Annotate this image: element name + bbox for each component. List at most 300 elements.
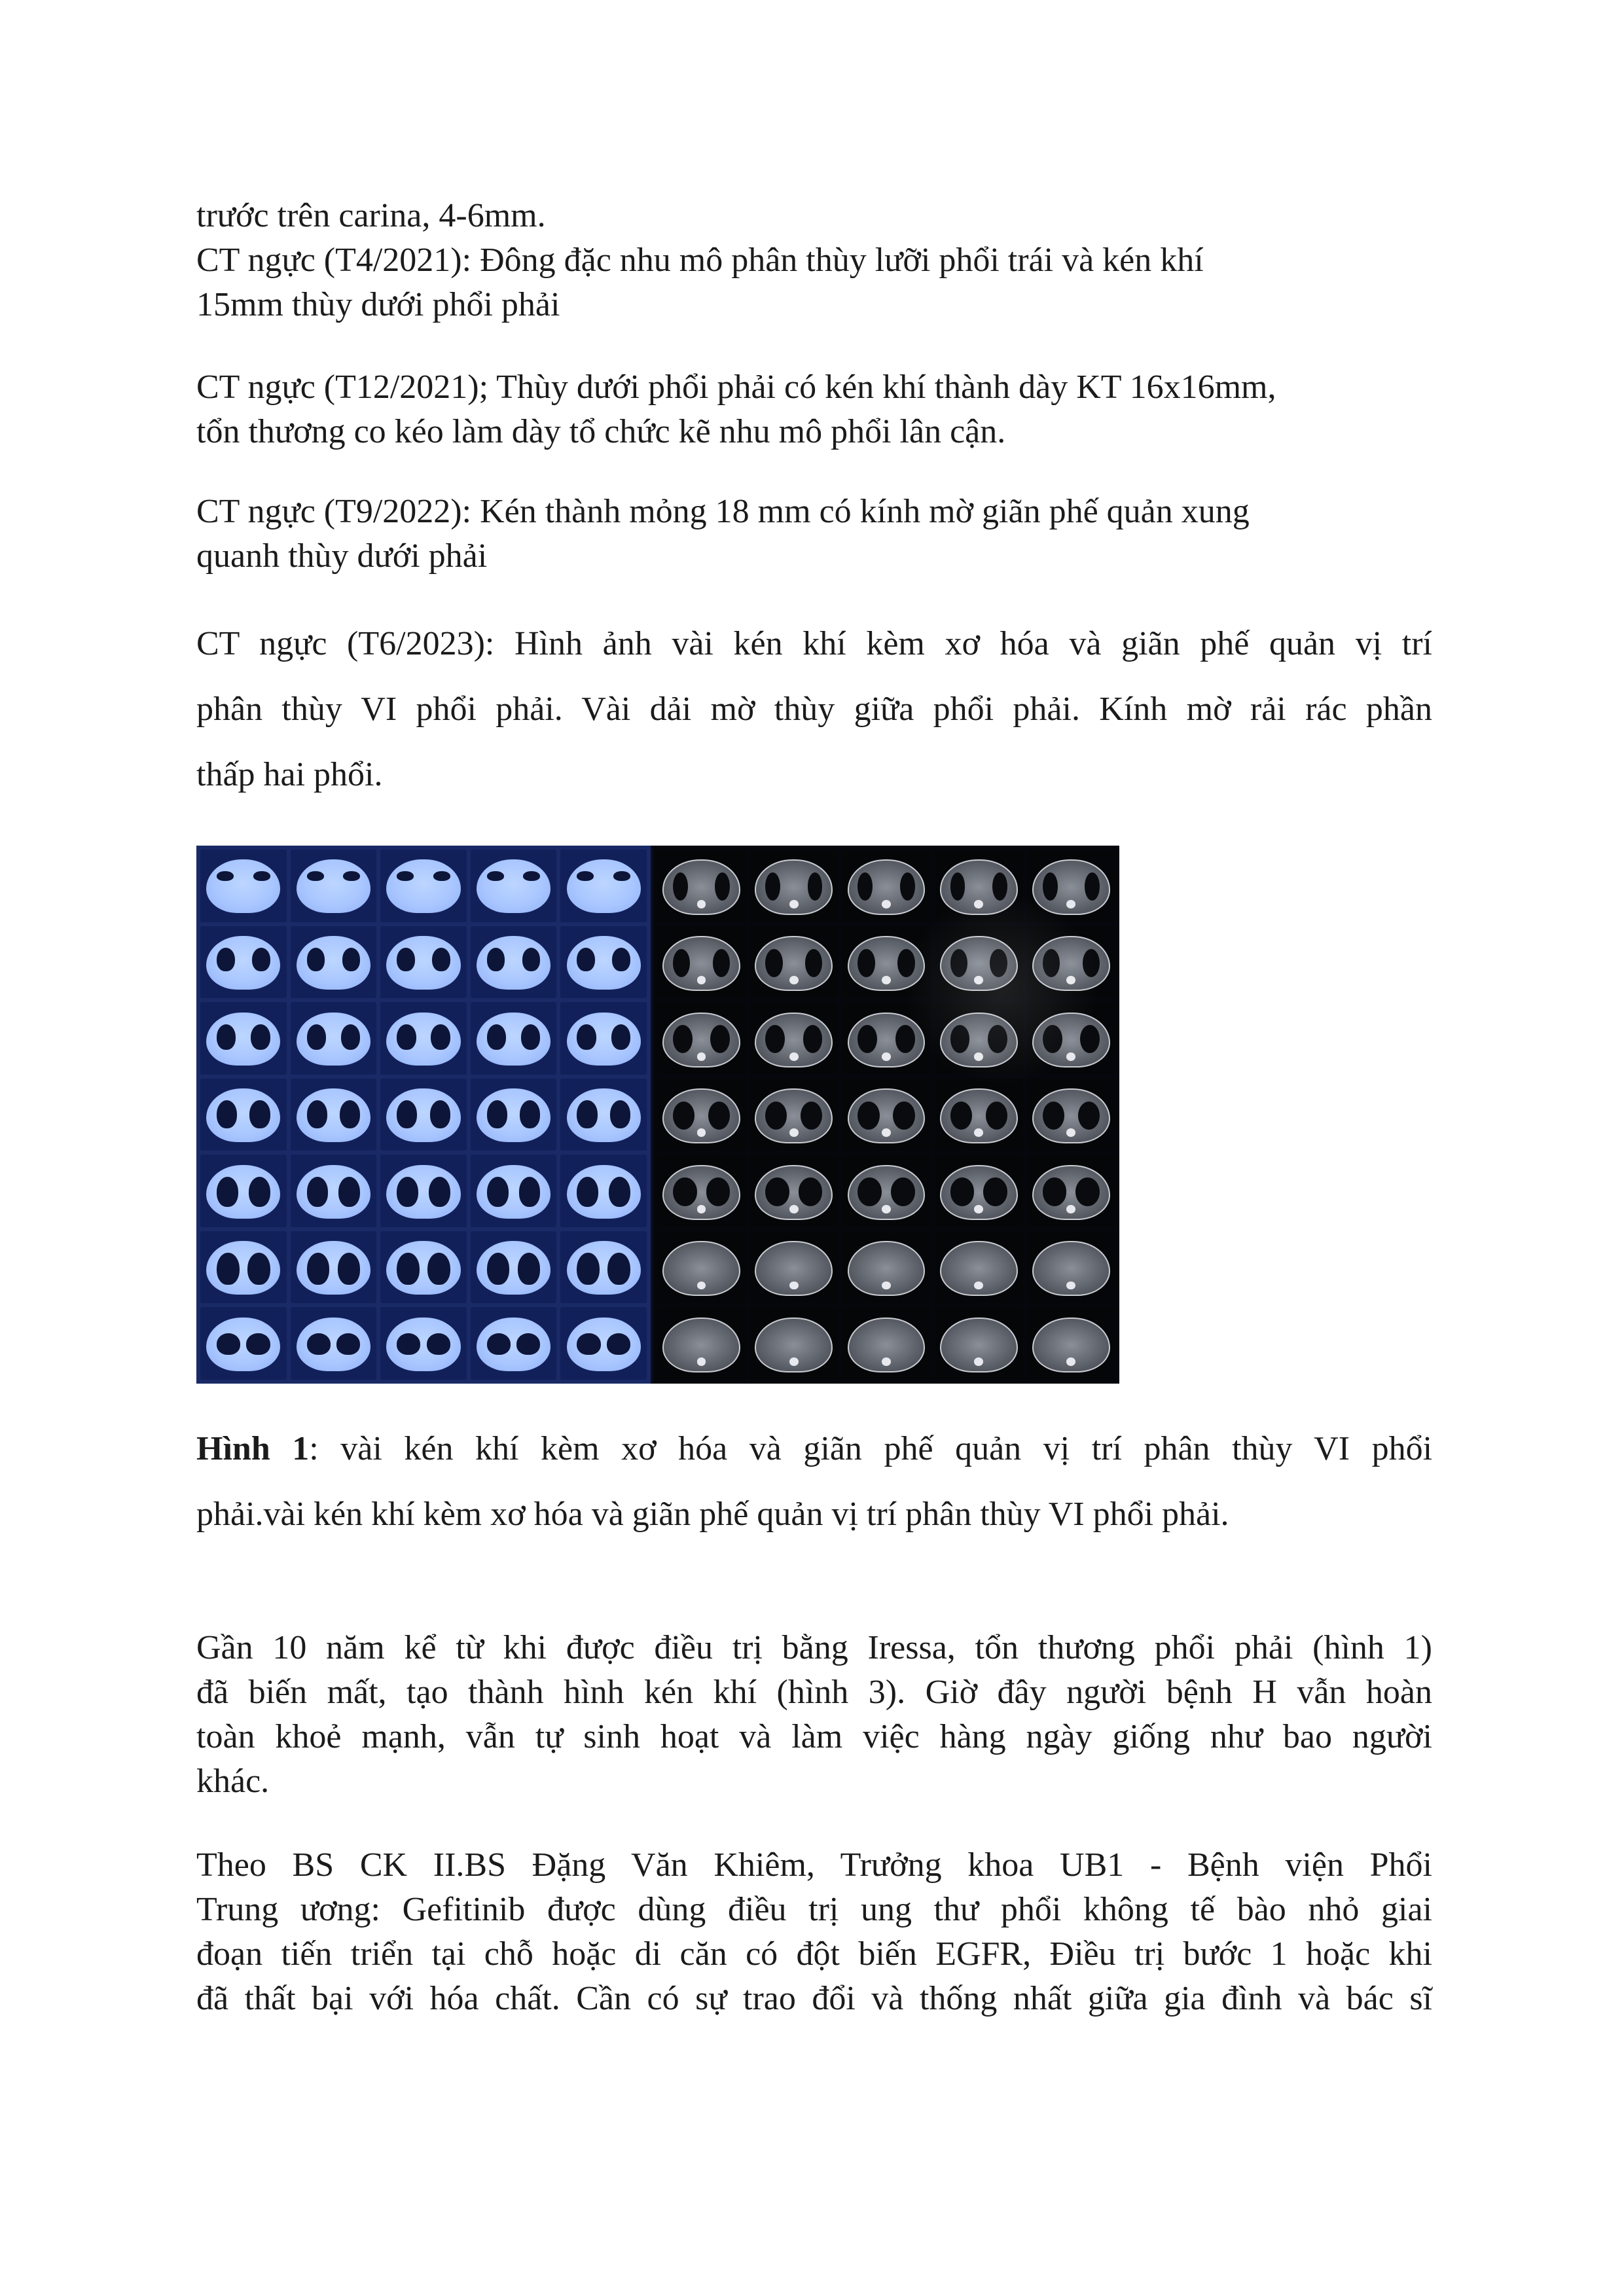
ct-lung-field — [307, 1177, 329, 1207]
ct-slice-mediastinum — [935, 1079, 1023, 1151]
ct-slice-mediastinum — [842, 1079, 930, 1151]
ct-body-outline — [940, 859, 1018, 914]
ct-lung-field — [397, 1253, 420, 1285]
ct-film-mediastinal-window — [653, 846, 1119, 1384]
ct-body-outline — [206, 859, 280, 913]
paragraph-line: CT ngực (T4/2021): Đông đặc nhu mô phân thùy lưỡi phổi trái và kén khí — [196, 242, 1204, 279]
ct-slice-lung — [380, 1155, 467, 1227]
ct-slice-lung — [471, 850, 557, 922]
ct-lung-field — [673, 1025, 693, 1053]
ct-slice-mediastinum — [657, 850, 746, 922]
ct-body-outline — [1032, 859, 1110, 914]
ct-scan-figure — [196, 846, 1119, 1384]
ct-lung-field — [397, 1333, 420, 1355]
ct-lung-field — [673, 1177, 697, 1206]
ct-lung-field — [247, 1253, 270, 1285]
ct-slice-lung — [560, 1231, 647, 1304]
ct-vertebra — [974, 1128, 983, 1137]
ct-body-outline — [477, 1013, 550, 1066]
ct-vertebra — [1066, 1205, 1075, 1213]
ct-vertebra — [697, 976, 706, 984]
ct-lung-field — [673, 1102, 695, 1130]
ct-lung-field — [1043, 1025, 1062, 1053]
paragraph-line: thấp hai phổi. — [196, 756, 383, 793]
ct-lung-field — [338, 1177, 360, 1207]
ct-slice-mediastinum — [842, 850, 930, 922]
ct-lung-field — [986, 1102, 1007, 1130]
ct-body-outline — [662, 1013, 740, 1067]
ct-lung-field — [341, 1024, 360, 1050]
ct-body-outline — [206, 1013, 280, 1066]
ct-lung-field — [217, 871, 234, 881]
ct-slice-lung — [471, 1231, 557, 1304]
ct-lung-field — [249, 1100, 270, 1128]
ct-lung-field — [1043, 949, 1060, 977]
ct-body-outline — [848, 1241, 926, 1296]
ct-body-outline — [940, 1088, 1018, 1143]
ct-body-outline — [477, 1088, 550, 1142]
ct-body-outline — [297, 1013, 370, 1066]
ct-slice-lung — [380, 1002, 467, 1075]
ct-body-outline — [848, 859, 926, 914]
ct-vertebra — [1066, 976, 1075, 984]
ct-vertebra — [974, 1052, 983, 1061]
ct-lung-field — [397, 1100, 417, 1128]
ct-vertebra — [974, 900, 983, 908]
ct-lung-field — [487, 1333, 511, 1355]
ct-lung-field — [577, 1333, 600, 1355]
ct-body-outline — [755, 1088, 833, 1143]
ct-lung-field — [433, 871, 450, 881]
ct-vertebra — [789, 1357, 799, 1366]
ct-body-outline — [477, 1318, 550, 1371]
ct-body-outline — [755, 1241, 833, 1296]
ct-lung-field — [857, 1177, 882, 1206]
ct-body-outline — [1032, 1165, 1110, 1220]
ct-lung-field — [1075, 1177, 1100, 1206]
paragraph-line: đã biến mất, tạo thành hình kén khí (hình 3). Giờ đây người bệnh H vẫn hoàn — [196, 1674, 1432, 1711]
ct-body-outline — [755, 1318, 833, 1372]
ct-lung-field — [607, 1333, 630, 1355]
ct-vertebra — [1066, 1282, 1075, 1290]
ct-body-outline — [297, 936, 370, 990]
ct-slice-lung — [200, 1155, 287, 1227]
ct-lung-field — [217, 1253, 240, 1285]
ct-lung-field — [217, 1100, 237, 1128]
paragraph-line: CT ngực (T6/2023): Hình ảnh vài kén khí kèm xơ hóa và giãn phế quản vị trí — [196, 625, 1432, 662]
ct-body-outline — [297, 859, 370, 913]
ct-vertebra — [697, 1128, 706, 1137]
figure-caption-text: : vài kén khí kèm xơ hóa và giãn phế quản vị trí phân thùy VI phổi — [309, 1430, 1433, 1467]
ct-lung-field — [900, 872, 915, 901]
ct-lung-field — [487, 871, 504, 881]
ct-lung-field — [427, 1253, 450, 1285]
ct-lung-field — [487, 1253, 510, 1285]
ct-vertebra — [1066, 900, 1075, 908]
ct-body-outline — [662, 859, 740, 914]
ct-slice-lung — [200, 1079, 287, 1151]
ct-lung-field — [893, 1102, 914, 1130]
ct-lung-field — [857, 949, 875, 977]
ct-lung-field — [1085, 872, 1100, 901]
ct-lung-field — [342, 948, 361, 971]
ct-vertebra — [697, 1205, 706, 1213]
ct-lung-field — [801, 1102, 822, 1130]
ct-lung-field — [523, 871, 540, 881]
ct-lung-field — [1043, 1102, 1064, 1130]
ct-lung-field — [713, 949, 730, 977]
ct-slice-lung — [291, 1002, 377, 1075]
ct-lung-field — [487, 1177, 509, 1207]
ct-body-outline — [1032, 936, 1110, 991]
ct-body-outline — [477, 859, 550, 913]
paragraph-line: khác. — [196, 1763, 270, 1800]
ct-vertebra — [882, 1128, 891, 1137]
ct-body-outline — [567, 1241, 641, 1295]
ct-lung-field — [397, 1024, 416, 1050]
ct-lung-field — [577, 1177, 598, 1207]
ct-lung-field — [336, 1333, 360, 1355]
ct-slice-lung — [380, 850, 467, 922]
ct-slice-lung — [380, 926, 467, 999]
ct-slice-mediastinum — [749, 926, 838, 999]
ct-slice-mediastinum — [749, 1002, 838, 1075]
ct-lung-field — [577, 1024, 596, 1050]
ct-lung-field — [520, 1100, 540, 1128]
ct-lung-field — [521, 1024, 540, 1050]
ct-lung-field — [1083, 949, 1100, 977]
ct-body-outline — [567, 936, 641, 990]
ct-lung-field — [1043, 872, 1058, 901]
ct-slice-mediastinum — [842, 1002, 930, 1075]
ct-vertebra — [789, 1128, 799, 1137]
ct-lung-field — [307, 871, 324, 881]
ct-lung-field — [611, 1024, 630, 1050]
ct-slice-lung — [560, 1307, 647, 1380]
ct-slice-mediastinum — [749, 1307, 838, 1380]
ct-lung-field — [519, 1177, 541, 1207]
ct-slice-lung — [471, 926, 557, 999]
ct-slice-lung — [560, 1155, 647, 1227]
ct-vertebra — [974, 1205, 983, 1213]
ct-lung-field — [577, 1100, 597, 1128]
ct-slice-mediastinum — [1027, 1079, 1115, 1151]
ct-lung-field — [805, 949, 822, 977]
ct-lung-field — [765, 1025, 785, 1053]
ct-vertebra — [789, 1052, 799, 1061]
ct-lung-field — [338, 1253, 361, 1285]
ct-slice-mediastinum — [1027, 926, 1115, 999]
ct-body-outline — [848, 1165, 926, 1220]
ct-body-outline — [567, 1088, 641, 1142]
ct-body-outline — [386, 1241, 460, 1295]
ct-body-outline — [1032, 1318, 1110, 1372]
ct-vertebra — [1066, 1052, 1075, 1061]
ct-slice-lung — [200, 1231, 287, 1304]
ct-body-outline — [477, 1165, 550, 1219]
ct-lung-field — [217, 1024, 236, 1050]
paragraph-line: phân thùy VI phổi phải. Vài dải mờ thùy giữa phổi phải. Kính mờ rải rác phần — [196, 691, 1432, 728]
ct-vertebra — [974, 976, 983, 984]
paragraph-line: 15mm thùy dưới phổi phải — [196, 286, 560, 323]
ct-slice-mediastinum — [1027, 1155, 1115, 1227]
ct-slice-lung — [380, 1079, 467, 1151]
ct-slice-lung — [471, 1079, 557, 1151]
ct-slice-lung — [560, 926, 647, 999]
ct-vertebra — [697, 1052, 706, 1061]
ct-slice-mediastinum — [749, 1079, 838, 1151]
ct-body-outline — [848, 936, 926, 991]
ct-lung-field — [246, 1333, 270, 1355]
ct-slice-mediastinum — [935, 1002, 1023, 1075]
ct-lung-field — [487, 948, 505, 971]
paragraph-line: toàn khoẻ mạnh, vẫn tự sinh hoạt và làm việc hàng ngày giống như bao người — [196, 1718, 1432, 1755]
ct-lung-field — [577, 871, 594, 881]
ct-lung-field — [765, 872, 780, 901]
ct-lung-field — [577, 1253, 600, 1285]
ct-lung-field — [765, 1102, 787, 1130]
ct-lung-field — [397, 948, 415, 971]
ct-body-outline — [567, 1013, 641, 1066]
ct-body-outline — [1032, 1241, 1110, 1296]
ct-lung-field — [983, 1177, 1007, 1206]
ct-vertebra — [882, 1205, 891, 1213]
ct-lung-field — [429, 1177, 450, 1207]
ct-vertebra — [697, 1357, 706, 1366]
ct-body-outline — [297, 1165, 370, 1219]
ct-vertebra — [882, 976, 891, 984]
ct-lung-field — [430, 1100, 450, 1128]
ct-body-outline — [206, 936, 280, 990]
ct-lung-field — [251, 1024, 270, 1050]
paragraph-line: CT ngực (T12/2021); Thùy dưới phổi phải có kén khí thành dày KT 16x16mm, — [196, 368, 1276, 406]
ct-vertebra — [882, 1282, 891, 1290]
ct-lung-field — [950, 949, 967, 977]
ct-lung-field — [307, 1253, 330, 1285]
ct-lung-field — [217, 1177, 238, 1207]
ct-lung-field — [857, 1025, 877, 1053]
ct-body-outline — [662, 1165, 740, 1220]
ct-lung-field — [432, 948, 450, 971]
ct-lung-field — [307, 1333, 331, 1355]
ct-slice-mediastinum — [842, 926, 930, 999]
ct-body-outline — [848, 1088, 926, 1143]
ct-lung-field — [950, 1025, 970, 1053]
ct-lung-field — [522, 948, 541, 971]
ct-slice-mediastinum — [935, 1155, 1023, 1227]
ct-slice-mediastinum — [842, 1155, 930, 1227]
ct-lung-field — [990, 949, 1007, 977]
ct-film-lung-window — [196, 846, 651, 1384]
ct-body-outline — [940, 1165, 1018, 1220]
ct-slice-mediastinum — [1027, 1231, 1115, 1304]
ct-lung-field — [857, 1102, 879, 1130]
ct-lung-field — [857, 872, 873, 901]
ct-lung-field — [217, 1333, 240, 1355]
ct-vertebra — [974, 1282, 983, 1290]
ct-lung-field — [1043, 1177, 1067, 1206]
ct-body-outline — [297, 1241, 370, 1295]
ct-body-outline — [386, 1088, 460, 1142]
ct-lung-field — [765, 1177, 789, 1206]
ct-vertebra — [789, 1205, 799, 1213]
paragraph-line: trước trên carina, 4-6mm. — [196, 197, 546, 234]
ct-slice-mediastinum — [842, 1231, 930, 1304]
ct-lung-field — [612, 948, 630, 971]
ct-vertebra — [697, 900, 706, 908]
ct-slice-lung — [200, 1002, 287, 1075]
paragraph-line: đoạn tiến triển tại chỗ hoặc di căn có đột biến EGFR, Điều trị bước 1 hoặc khi — [196, 1935, 1432, 1973]
ct-slice-mediastinum — [935, 1307, 1023, 1380]
ct-body-outline — [662, 1241, 740, 1296]
ct-lung-field — [397, 1177, 418, 1207]
ct-slice-mediastinum — [1027, 1307, 1115, 1380]
ct-lung-field — [431, 1024, 450, 1050]
paragraph-line: quanh thùy dưới phải — [196, 537, 488, 575]
ct-body-outline — [1032, 1013, 1110, 1067]
ct-lung-field — [307, 948, 325, 971]
ct-slice-mediastinum — [657, 1079, 746, 1151]
ct-vertebra — [974, 1357, 983, 1366]
ct-slice-lung — [291, 1307, 377, 1380]
ct-lung-field — [249, 1177, 270, 1207]
ct-body-outline — [662, 936, 740, 991]
ct-slice-mediastinum — [1027, 1002, 1115, 1075]
ct-slice-mediastinum — [657, 1307, 746, 1380]
ct-body-outline — [386, 859, 460, 913]
ct-slice-mediastinum — [935, 1231, 1023, 1304]
ct-slice-mediastinum — [657, 1231, 746, 1304]
paragraph-line: CT ngực (T9/2022): Kén thành mỏng 18 mm có kính mờ giãn phế quản xung — [196, 493, 1250, 530]
ct-body-outline — [940, 1318, 1018, 1372]
ct-body-outline — [755, 1165, 833, 1220]
ct-slice-lung — [560, 850, 647, 922]
ct-body-outline — [755, 1013, 833, 1067]
ct-body-outline — [567, 1318, 641, 1371]
ct-lung-field — [706, 1177, 731, 1206]
ct-slice-lung — [471, 1307, 557, 1380]
ct-lung-field — [607, 1253, 630, 1285]
ct-lung-field — [950, 1102, 972, 1130]
ct-lung-field — [897, 949, 914, 977]
figure-caption-line-2: phải.vài kén khí kèm xơ hóa và giãn phế quản vị trí phân thùy VI phổi phải. — [196, 1496, 1229, 1533]
ct-slice-mediastinum — [749, 1155, 838, 1227]
ct-body-outline — [940, 936, 1018, 991]
ct-body-outline — [206, 1241, 280, 1295]
ct-vertebra — [1066, 1128, 1075, 1137]
ct-slice-lung — [471, 1002, 557, 1075]
ct-slice-lung — [471, 1155, 557, 1227]
ct-lung-field — [217, 948, 235, 971]
ct-lung-field — [808, 872, 823, 901]
ct-lung-field — [427, 1333, 450, 1355]
ct-lung-field — [708, 1102, 730, 1130]
ct-body-outline — [940, 1013, 1018, 1067]
ct-slice-lung — [560, 1079, 647, 1151]
ct-lung-field — [1078, 1102, 1100, 1130]
ct-slice-lung — [200, 1307, 287, 1380]
ct-body-outline — [755, 859, 833, 914]
ct-body-outline — [1032, 1088, 1110, 1143]
ct-slice-mediastinum — [935, 926, 1023, 999]
ct-slice-lung — [291, 850, 377, 922]
ct-lung-field — [307, 1100, 327, 1128]
ct-body-outline — [386, 1165, 460, 1219]
ct-body-outline — [386, 936, 460, 990]
ct-lung-field — [895, 1025, 915, 1053]
ct-body-outline — [477, 1241, 550, 1295]
ct-lung-field — [950, 872, 965, 901]
ct-lung-field — [340, 1100, 360, 1128]
ct-slice-lung — [291, 1079, 377, 1151]
ct-lung-field — [710, 1025, 730, 1053]
ct-slice-mediastinum — [749, 1231, 838, 1304]
ct-lung-field — [516, 1333, 540, 1355]
paragraph-line: đã thất bại với hóa chất. Cần có sự trao đổi và thống nhất giữa gia đình và bác sĩ — [196, 1980, 1432, 2017]
ct-slice-mediastinum — [1027, 850, 1115, 922]
ct-lung-field — [891, 1177, 915, 1206]
ct-slice-lung — [380, 1231, 467, 1304]
paragraph-line: Gần 10 năm kể từ khi được điều trị bằng Iressa, tổn thương phổi phải (hình 1) — [196, 1629, 1432, 1666]
ct-slice-lung — [200, 926, 287, 999]
paragraph-line: Trung ương: Gefitinib được dùng điều trị ung thư phổi không tế bào nhỏ giai — [196, 1891, 1432, 1928]
ct-lung-field — [950, 1177, 975, 1206]
ct-body-outline — [940, 1241, 1018, 1296]
ct-vertebra — [882, 900, 891, 908]
ct-body-outline — [848, 1318, 926, 1372]
ct-lung-field — [487, 1100, 507, 1128]
figure-caption-line-1 — [196, 1429, 1432, 1469]
ct-slice-lung — [291, 1231, 377, 1304]
ct-lung-field — [252, 948, 270, 971]
ct-lung-field — [803, 1025, 823, 1053]
figure-caption-label: Hình 1 — [196, 1430, 310, 1467]
ct-body-outline — [206, 1165, 280, 1219]
ct-vertebra — [1066, 1357, 1075, 1366]
paragraph-line: tổn thương co kéo làm dày tổ chức kẽ nhu mô phổi lân cận. — [196, 413, 1006, 450]
ct-slice-mediastinum — [842, 1307, 930, 1380]
ct-slice-lung — [200, 850, 287, 922]
ct-slice-mediastinum — [657, 1002, 746, 1075]
ct-lung-field — [518, 1253, 541, 1285]
ct-slice-mediastinum — [749, 850, 838, 922]
ct-body-outline — [567, 1165, 641, 1219]
ct-body-outline — [206, 1318, 280, 1371]
paragraph-line: Theo BS CK II.BS Đặng Văn Khiêm, Trưởng khoa UB1 - Bệnh viện Phổi — [196, 1846, 1432, 1884]
ct-vertebra — [882, 1052, 891, 1061]
ct-lung-field — [673, 949, 690, 977]
ct-body-outline — [755, 936, 833, 991]
ct-lung-field — [673, 872, 688, 901]
ct-slice-lung — [291, 926, 377, 999]
ct-slice-lung — [560, 1002, 647, 1075]
ct-lung-field — [343, 871, 360, 881]
ct-lung-field — [397, 871, 414, 881]
ct-body-outline — [662, 1318, 740, 1372]
ct-lung-field — [253, 871, 270, 881]
ct-lung-field — [992, 872, 1007, 901]
ct-slice-mediastinum — [657, 926, 746, 999]
ct-lung-field — [610, 1100, 630, 1128]
ct-vertebra — [882, 1357, 891, 1366]
ct-lung-field — [613, 871, 630, 881]
ct-lung-field — [609, 1177, 630, 1207]
ct-lung-field — [765, 949, 782, 977]
ct-lung-field — [799, 1177, 823, 1206]
ct-body-outline — [662, 1088, 740, 1143]
ct-slice-mediastinum — [657, 1155, 746, 1227]
ct-slice-lung — [291, 1155, 377, 1227]
